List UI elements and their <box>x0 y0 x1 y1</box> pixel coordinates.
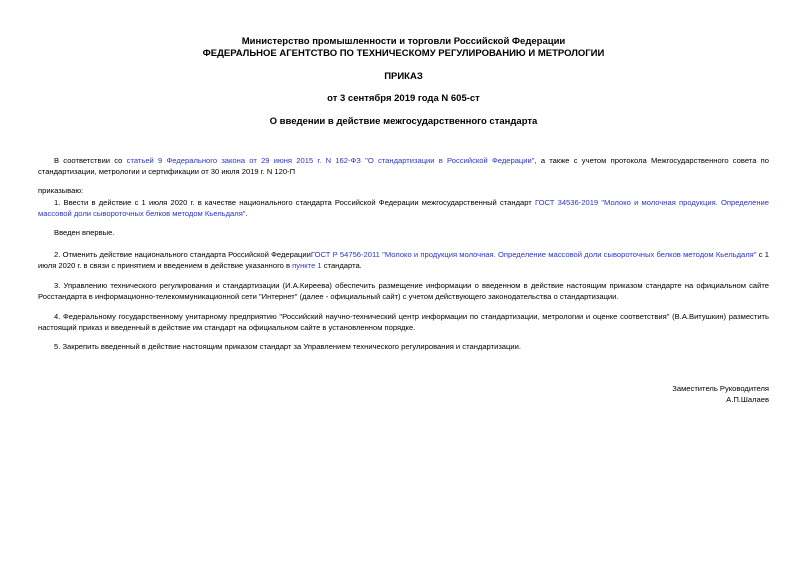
preamble-text-1: В соответствии со <box>54 156 127 165</box>
item-2-text: 2. Отменить действие национального стандарта Российской Федерации <box>54 250 311 259</box>
gost-r-54756-link[interactable]: ГОСТ Р 54756-2011 "Молоко и продукция молочная. Определение массовой доли сывороточных белков методом Кьельдаля" <box>310 250 757 259</box>
date-number: от 3 сентября 2019 года N 605-ст <box>327 93 480 104</box>
item-4-paragraph: 4. Федеральному государственному унитарному предприятию "Российский научно-технический центр информации по стандартизации, метрологии и оценке соответствия" (В.А.Витушкин) разместить настоящий приказ и введенный в действие им стандарт на официальном сайте в установленном порядке. <box>38 312 769 332</box>
gost-34536-link[interactable]: ГОСТ 34536-2019 "Молоко и молочная продукция. Определение массовой доли сывороточных белков методом Кьельдаля" <box>38 198 769 218</box>
item-1-text: 1. Ввести в действие с 1 июля 2020 г. в качестве национального стандарта Российской Федерации межгосударственный стандарт <box>54 198 535 207</box>
order-word: приказываю: <box>38 186 84 195</box>
federal-law-link[interactable]: статьей 9 Федерального закона от 29 июня 2015 г. N 162-ФЗ "О стандартизации в Российской Федерации" <box>126 156 535 165</box>
agency-heading: ФЕДЕРАЛЬНОЕ АГЕНТСТВО ПО ТЕХНИЧЕСКОМУ РЕГУЛИРОВАНИЮ И МЕТРОЛОГИИ <box>202 48 605 59</box>
item-2-paragraph <box>38 249 769 271</box>
preamble-paragraph <box>38 155 769 177</box>
item-2-end: стандарта. <box>321 261 362 270</box>
ministry-heading: Министерство промышленности и торговли Российской Федерации <box>241 36 566 47</box>
item-2-text-2: с 1 июля 2020 г. в связи с принятием и введением в действие указанного в <box>38 250 770 270</box>
introduced-note: Введен впервые. <box>54 228 115 237</box>
item-1-end: . <box>245 209 248 218</box>
item-1-paragraph <box>38 197 769 219</box>
preamble-text-2: , а также с учетом протокола Межгосударственного совета по стандартизации, метрологии и сертификации от 30 июля 2019 г. N 120-П <box>38 156 770 176</box>
signatory-name: А.П.Шалаев <box>726 395 769 404</box>
signatory-position: Заместитель Руководителя <box>672 384 769 393</box>
page-title: О введении в действие межгосударственного стандарта <box>269 116 538 127</box>
doc-type-heading: ПРИКАЗ <box>384 71 423 82</box>
item-1-reference-link[interactable]: пункте 1 <box>292 261 322 270</box>
item-3-paragraph: 3. Управлению технического регулирования и стандартизации (И.А.Киреева) обеспечить размещение информации о введенном в действие настоящим приказом стандарте на официальном сайте Росстандарта в информационно-телекоммуникационной сети "Интернет" (далее - официальный сайт) с учетом действующего законодательства о стандартизации. <box>38 281 769 301</box>
item-5-paragraph: 5. Закрепить введенный в действие настоящим приказом стандарт за Управлением технического регулирования и стандартизации. <box>54 342 521 351</box>
